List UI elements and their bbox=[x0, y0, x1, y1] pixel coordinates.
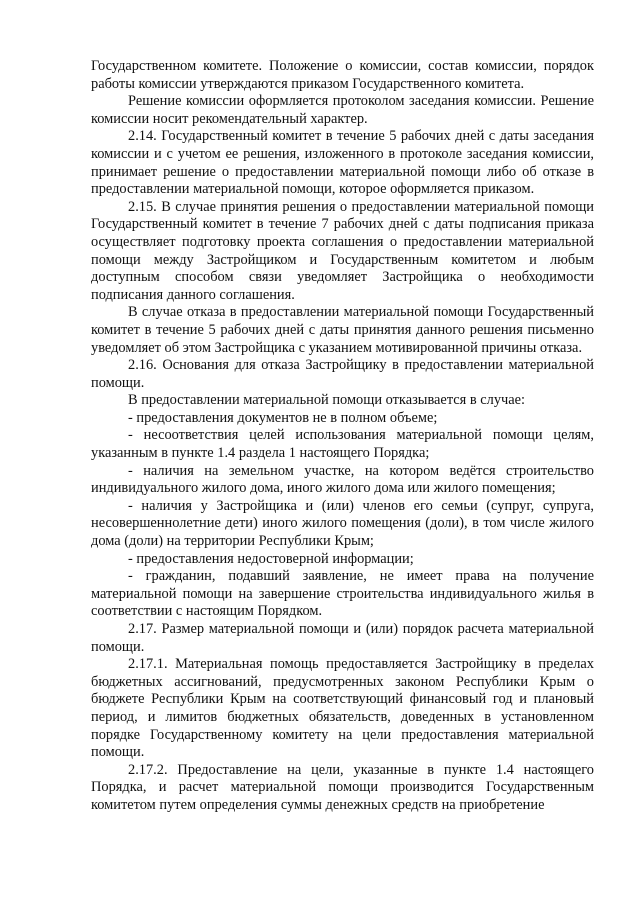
list-item-other-dwelling-on-plot: - наличия на земельном участке, на котором ведётся строительство индивидуального жилого дома, иного жилого дома или жилого помещения; bbox=[91, 462, 594, 497]
list-item-family-dwelling: - наличия у Застройщика и (или) членов его семьи (супруг, супруга, несовершеннолетние дети) иного жилого помещения (доли), в том числе жилого дома (доли) на территории Республики Крым; bbox=[91, 497, 594, 550]
list-item-false-information: - предоставления недостоверной информации; bbox=[128, 550, 414, 567]
document-page bbox=[91, 58, 594, 815]
paragraph-2-14: 2.14. Государственный комитет в течение 5 рабочих дней с даты заседания комиссии и с учетом ее решения, изложенного в протоколе заседания комиссии, принимает решение о предоставлении материальной помощи либо об отказе в предоставлении материальной помощи, которое оформляется приказом. bbox=[91, 128, 594, 198]
paragraph-2-17-1: 2.17.1. Материальная помощь предоставляется Застройщику в пределах бюджетных ассигнований, предусмотренных законом Республики Крым о бюджете Республики Крым на соответствующий финансовый год и плановый период, и лимитов бюджетных обязательств, доведенных в установленном порядке Государственному комитету на цели предоставления материальной помощи. bbox=[91, 656, 594, 761]
list-item-purpose-mismatch: - несоответствия целей использования материальной помощи целям, указанным в пункте 1.4 раздела 1 настоящего Порядка; bbox=[91, 427, 594, 462]
paragraph-2-17: 2.17. Размер материальной помощи и (или) порядок расчета материальной помощи. bbox=[91, 621, 594, 655]
paragraph-2-17-2: 2.17.2. Предоставление на цели, указанные в пункте 1.4 настоящего Порядка, и расчет материальной помощи производится Государственным комитетом путем определения суммы денежных средств на приобретение bbox=[91, 761, 594, 813]
list-item-no-right: - гражданин, подавший заявление, не имеет права на получение материальной помощи на завершение строительства индивидуального жилья в соответствии с настоящим Порядком. bbox=[91, 568, 594, 620]
paragraph-commission-regulation: Государственном комитете. Положение о комиссии, состав комиссии, порядок работы комиссии утверждаются приказом Государственного комитета. bbox=[91, 58, 594, 92]
paragraph-refusal-notice: В случае отказа в предоставлении материальной помощи Государственный комитет в течение 5 рабочих дней с даты принятия данного решения письменно уведомляет об этом Застройщика с указанием мотивированной причины отказа. bbox=[91, 304, 594, 356]
paragraph-2-15: 2.15. В случае принятия решения о предоставлении материальной помощи Государственный комитет в течение 7 рабочих дней с даты подписания приказа осуществляет подготовку проекта соглашения о предоставлении материальной помощи между Застройщиком и Государственным комитетом и любым доступным способом связи уведомляет Застройщика о необходимости подписания данного соглашения. bbox=[91, 198, 594, 303]
list-item-incomplete-documents: - предоставления документов не в полном объеме; bbox=[128, 409, 438, 426]
paragraph-2-16: 2.16. Основания для отказа Застройщику в предоставлении материальной помощи. bbox=[91, 357, 594, 391]
paragraph-refusal-cases: В предоставлении материальной помощи отказывается в случае: bbox=[128, 392, 526, 409]
paragraph-commission-decision: Решение комиссии оформляется протоколом заседания комиссии. Решение комиссии носит рекомендательный характер. bbox=[91, 93, 594, 127]
